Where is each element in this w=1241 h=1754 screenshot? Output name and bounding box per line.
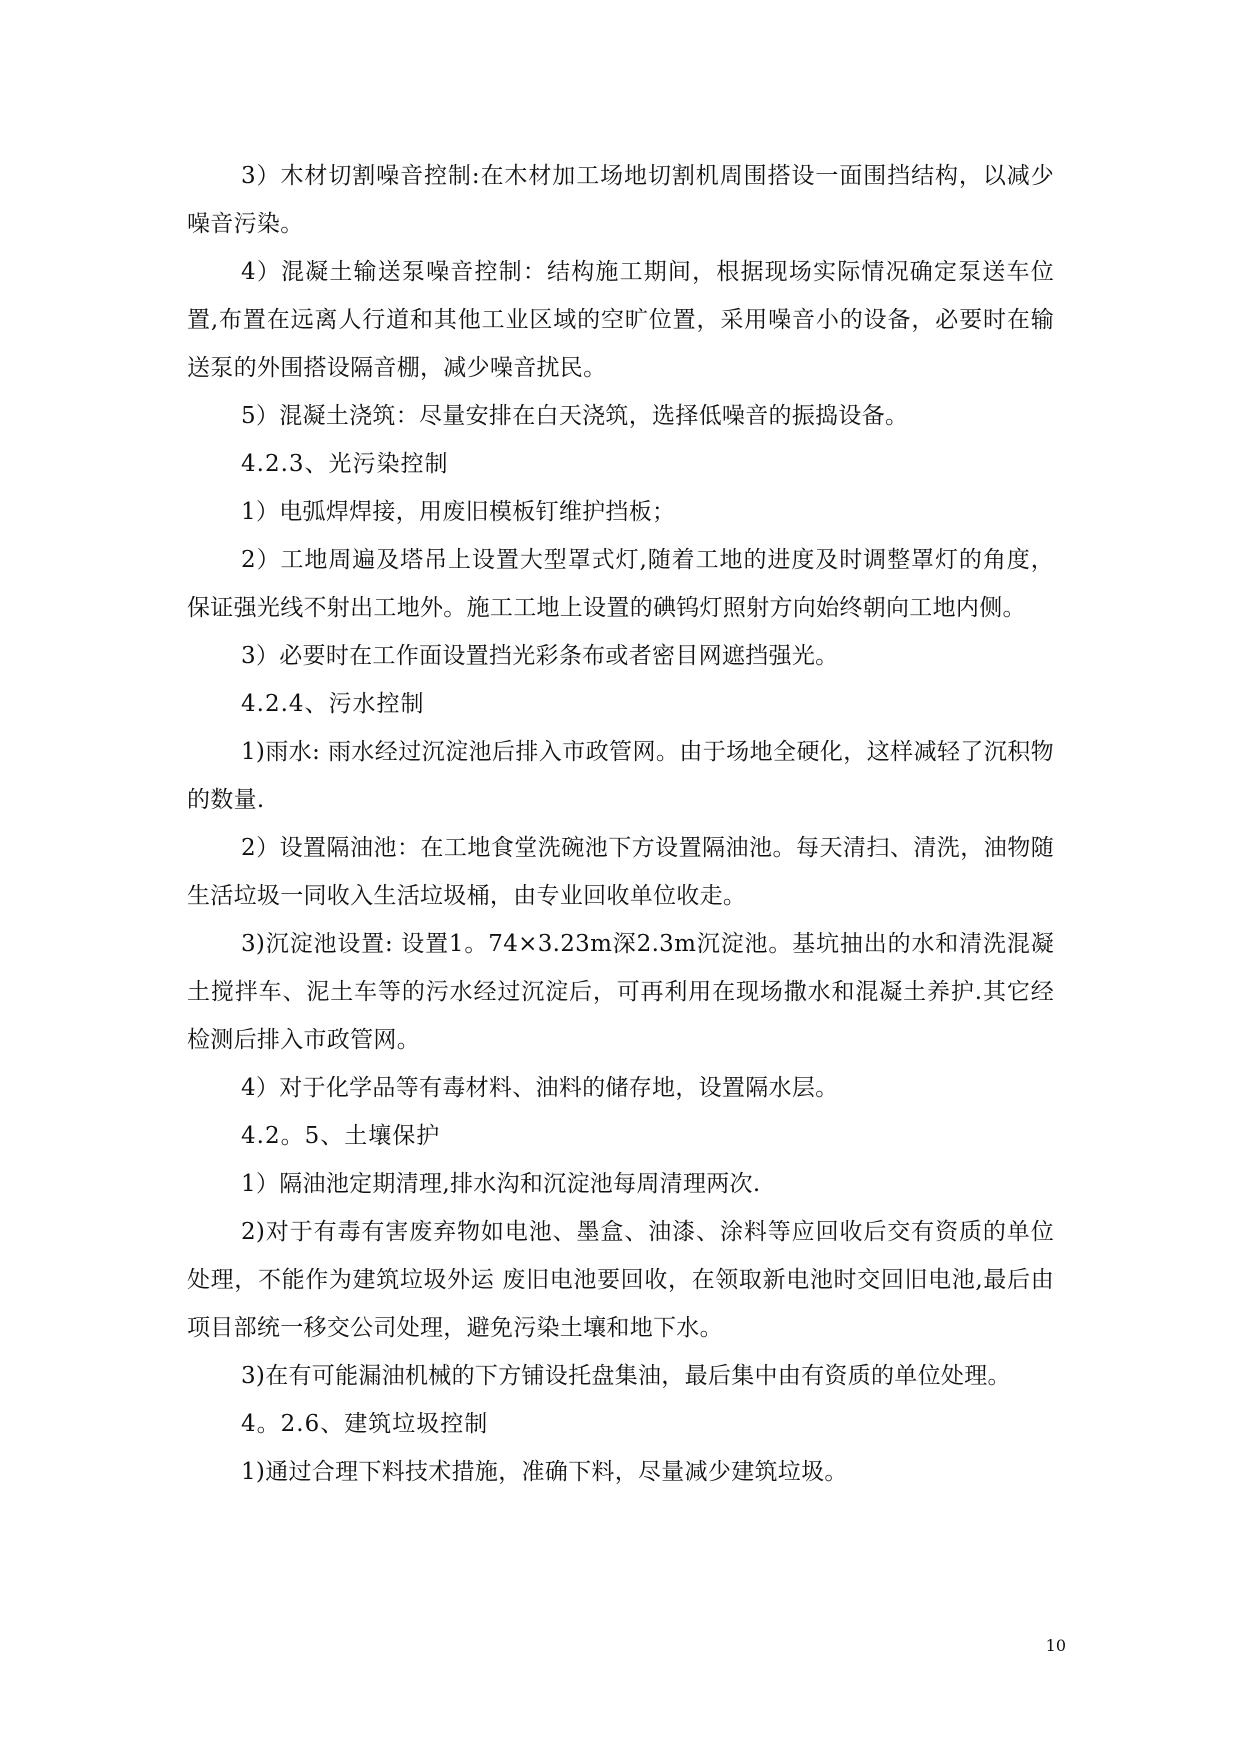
paragraph-rainwater: 1)雨水: 雨水经过沉淀池后排入市政管网。由于场地全硬化，这样减轻了沉积物的数量. xyxy=(187,739,1054,813)
page-number: 10 xyxy=(1045,1636,1066,1655)
section-heading-light-pollution: 4.2.3、光污染控制 xyxy=(241,451,449,477)
section-heading-construction-waste: 4。2.6、建筑垃圾控制 xyxy=(241,1411,489,1437)
section-heading-wastewater: 4.2.4、污水控制 xyxy=(241,691,425,717)
paragraph-grease-trap: 2）设置隔油池：在工地食堂洗碗池下方设置隔油池。每天清扫、清洗，油物随生活垃圾一同收入生活垃圾桶，由专业回收单位收走。 xyxy=(187,835,1054,909)
paragraph-hazardous-waste: 2)对于有毒有害废弃物如电池、墨盒、油漆、涂料等应回收后交有资质的单位处理，不能作为建筑垃圾外运 废旧电池要回收，在领取新电池时交回旧电池,最后由项目部统一移交公司处理，避免污染土壤和地下水。 xyxy=(187,1219,1054,1341)
paragraph-sedimentation-tank: 3)沉淀池设置: 设置1。74×3.23m深2.3m沉淀池。基坑抽出的水和清洗混凝土搅拌车、泥土车等的污水经过沉淀后，可再利用在现场撒水和混凝土养护.其它经检测后排入市政管网。 xyxy=(187,931,1054,1053)
paragraph-concrete-pouring: 5）混凝土浇筑：尽量安排在白天浇筑，选择低噪音的振捣设备。 xyxy=(241,403,909,429)
paragraph-oil-tray: 3)在有可能漏油机械的下方铺设托盘集油，最后集中由有资质的单位处理。 xyxy=(241,1363,1011,1389)
section-heading-soil-protection: 4.2。5、土壤保护 xyxy=(241,1123,441,1149)
paragraph-chemical-storage: 4）对于化学品等有毒材料、油料的储存地，设置隔水层。 xyxy=(241,1075,839,1101)
paragraph-light-shielding: 3）必要时在工作面设置挡光彩条布或者密目网遮挡强光。 xyxy=(241,643,839,669)
paragraph-arc-welding: 1）电弧焊焊接，用废旧模板钉维护挡板； xyxy=(241,499,676,525)
paragraph-cleaning-schedule: 1）隔油池定期清理,排水沟和沉淀池每周清理两次. xyxy=(241,1171,761,1197)
paragraph-site-lighting: 2）工地周遍及塔吊上设置大型罩式灯,随着工地的进度及时调整罩灯的角度，保证强光线不射出工地外。施工工地上设置的碘钨灯照射方向始终朝向工地内侧。 xyxy=(187,547,1054,621)
paragraph-material-cutting: 1)通过合理下料技术措施，准确下料，尽量减少建筑垃圾。 xyxy=(241,1459,848,1485)
paragraph-concrete-pump-noise: 4）混凝土输送泵噪音控制：结构施工期间，根据现场实际情况确定泵送车位置,布置在远离人行道和其他工业区域的空旷位置，采用噪音小的设备，必要时在输送泵的外围搭设隔音棚，减少噪音扰民。 xyxy=(187,259,1054,381)
document-body xyxy=(187,152,1054,1496)
paragraph-wood-cutting-noise: 3）木材切割噪音控制:在木材加工场地切割机周围搭设一面围挡结构，以减少噪音污染。 xyxy=(187,163,1054,237)
